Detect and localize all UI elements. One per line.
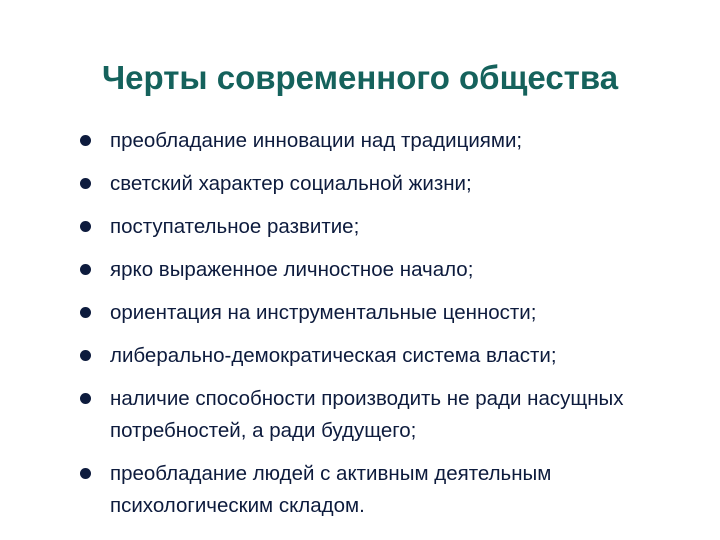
bullet-text: преобладание инновации над традициями; [110, 129, 523, 152]
bullet-item-7 [78, 383, 698, 447]
bullet-text: наличие способности производить не ради насущных потребностей, а ради будущего; [110, 387, 624, 442]
slide-title: Черты современного общества [101, 59, 619, 96]
bullet-item-4 [78, 254, 698, 286]
bullet-dot-icon [80, 307, 91, 318]
bullet-dot-icon [80, 393, 91, 404]
bullet-item-1 [78, 125, 698, 157]
bullet-dot-icon [80, 264, 91, 275]
bullet-item-3 [78, 211, 698, 243]
bullet-dot-icon [80, 135, 91, 146]
bullet-item-5 [78, 297, 698, 329]
bullet-text: светский характер социальной жизни; [110, 172, 472, 195]
bullet-dot-icon [80, 221, 91, 232]
bullet-dot-icon [80, 468, 91, 479]
bullet-list [78, 125, 698, 533]
bullet-dot-icon [80, 350, 91, 361]
bullet-dot-icon [80, 178, 91, 189]
bullet-text: поступательное развитие; [110, 215, 360, 238]
bullet-item-2 [78, 168, 698, 200]
bullet-text: преобладание людей с активным деятельным психологическим складом. [110, 462, 552, 517]
bullet-text: ориентация на инструментальные ценности; [110, 301, 537, 324]
bullet-text: ярко выраженное личностное начало; [110, 258, 474, 281]
bullet-item-6 [78, 340, 698, 372]
bullet-item-8 [78, 458, 698, 522]
bullet-text: либерально-демократическая система власти; [110, 344, 557, 367]
